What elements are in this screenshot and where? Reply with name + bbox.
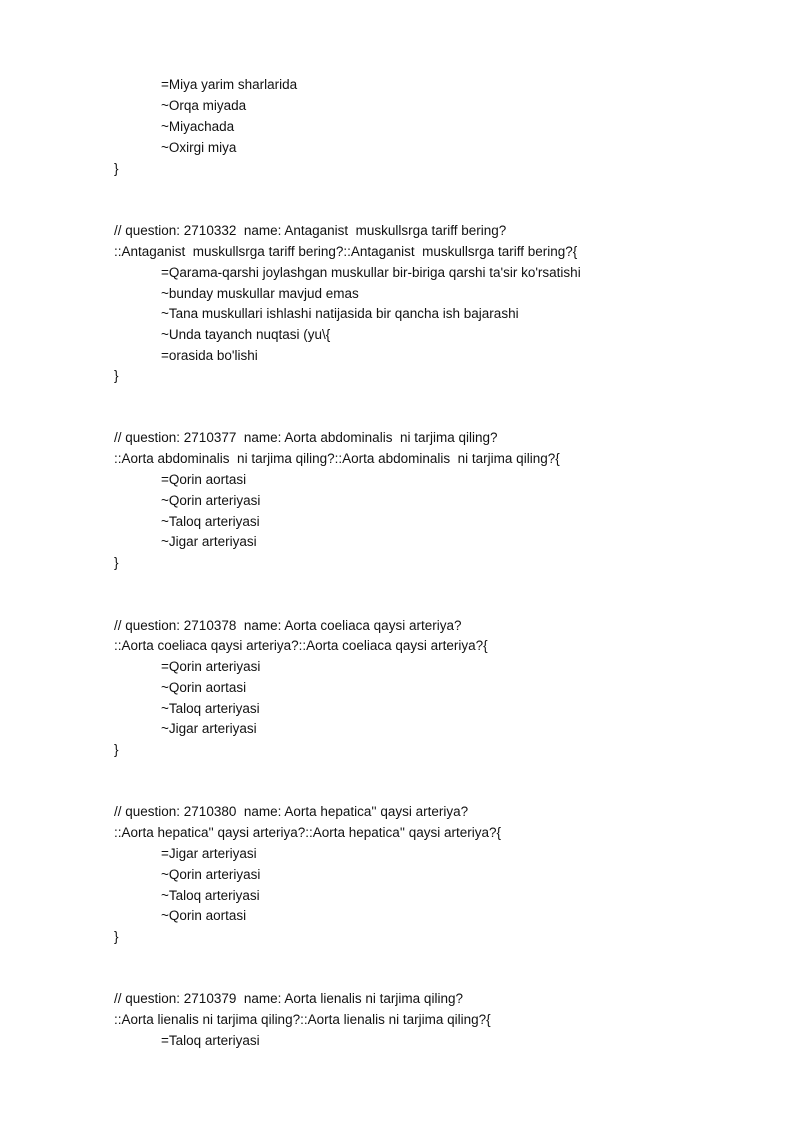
question-comment: // question: 2710378 name: Aorta coeliaca qaysi arteriya? — [114, 618, 462, 633]
answer-line: =Qarama-qarshi joylashgan muskullar bir-biriga qarshi ta'sir ko'rsatishi — [161, 265, 581, 280]
answer-line: ~Qorin aortasi — [161, 908, 247, 923]
answer-line: ~Taloq arteriyasi — [161, 888, 260, 903]
answer-line: ~Unda tayanch nuqtasi (yu\{ — [161, 327, 331, 342]
answer-line: ~Taloq arteriyasi — [161, 514, 260, 529]
question-comment: // question: 2710379 name: Aorta lienalis ni tarjima qiling? — [114, 991, 463, 1006]
answer-line: ~Taloq arteriyasi — [161, 701, 260, 716]
answer-line: ~Qorin arteriyasi — [161, 493, 261, 508]
answer-line: ~Jigar arteriyasi — [161, 721, 257, 736]
question-header: ::Aorta abdominalis ni tarjima qiling?::Aorta abdominalis ni tarjima qiling?{ — [114, 451, 560, 466]
question-header: ::Aorta coeliaca qaysi arteriya?::Aorta coeliaca qaysi arteriya?{ — [114, 638, 488, 653]
answer-line: ~Qorin aortasi — [161, 680, 247, 695]
closing-brace: } — [114, 929, 119, 944]
question-comment: // question: 2710332 name: Antaganist muskullsrga tariff bering? — [114, 223, 507, 238]
question-comment: // question: 2710380 name: Aorta hepatica'' qaysi arteriya? — [114, 804, 469, 819]
closing-brace: } — [114, 368, 119, 383]
answer-line: ~Jigar arteriyasi — [161, 534, 257, 549]
answer-line: ~Miyachada — [161, 119, 235, 134]
answer-line: ~bunday muskullar mavjud emas — [161, 286, 359, 301]
answer-line: ~Tana muskullari ishlashi natijasida bir qancha ish bajarashi — [161, 306, 519, 321]
question-comment: // question: 2710377 name: Aorta abdominalis ni tarjima qiling? — [114, 430, 498, 445]
answer-line: =orasida bo'lishi — [161, 348, 258, 363]
answer-line: =Qorin aortasi — [161, 472, 247, 487]
answer-line: =Qorin arteriyasi — [161, 659, 261, 674]
answer-line: ~Oxirgi miya — [161, 140, 237, 155]
answer-line: ~Orqa miyada — [161, 98, 247, 113]
question-header: ::Aorta lienalis ni tarjima qiling?::Aorta lienalis ni tarjima qiling?{ — [114, 1012, 491, 1027]
question-header: ::Aorta hepatica'' qaysi arteriya?::Aorta hepatica'' qaysi arteriya?{ — [114, 825, 502, 840]
answer-line: =Miya yarim sharlarida — [161, 77, 298, 92]
closing-brace: } — [114, 161, 119, 176]
answer-line: =Jigar arteriyasi — [161, 846, 257, 861]
answer-line: =Taloq arteriyasi — [161, 1033, 260, 1048]
question-header: ::Antaganist muskullsrga tariff bering?::Antaganist muskullsrga tariff bering?{ — [114, 244, 578, 259]
closing-brace: } — [114, 555, 119, 570]
answer-line: ~Qorin arteriyasi — [161, 867, 261, 882]
closing-brace: } — [114, 742, 119, 757]
